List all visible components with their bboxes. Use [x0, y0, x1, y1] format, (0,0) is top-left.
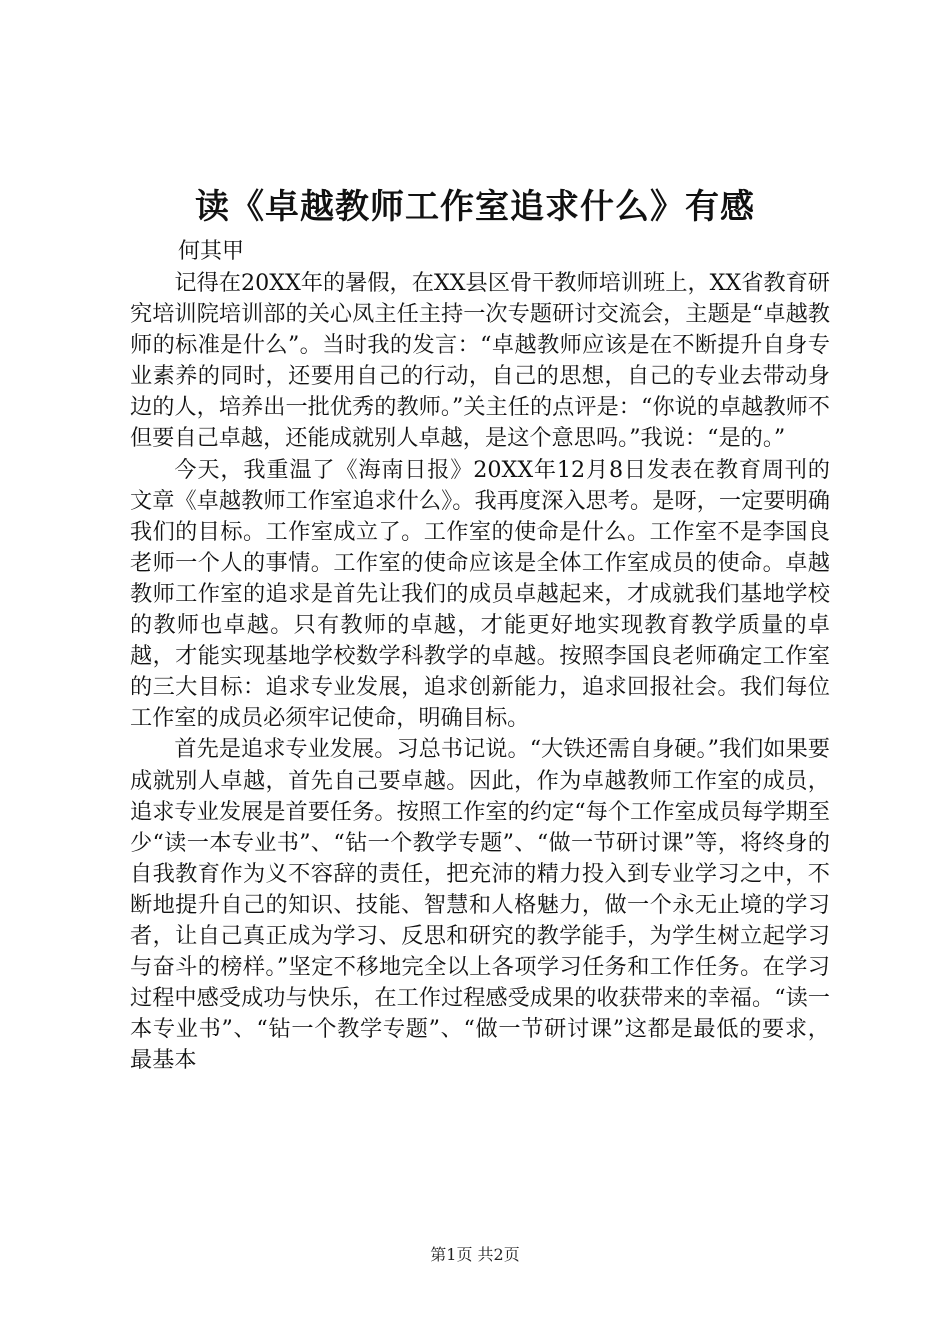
document-title: 读《卓越教师工作室追求什么》有感	[195, 187, 755, 227]
document-body	[130, 268, 830, 1076]
author-name: 何其甲	[178, 239, 245, 264]
page-footer: 第1页 共2页	[430, 1245, 520, 1264]
paragraph-2: 今天，我重温了《海南日报》20XX年12月8日发表在教育周刊的文章《卓越教师工作室追求什么》。我再度深入思考。是呀，一定要明确我们的目标。工作室成立了。工作室的使命是什么。工作室不是李国良老师一个人的事情。工作室的使命应该是全体工作室成员的使命。卓越教师工作室的追求是首先让我们的成员卓越起来，才成就我们基地学校的教师也卓越。只有教师的卓越，才能更好地实现教育教学质量的卓越，才能实现基地学校数学科教学的卓越。按照李国良老师确定工作室的三大目标：追求专业发展，追求创新能力，追求回报社会。我们每位工作室的成员必须牢记使命，明确目标。	[130, 456, 830, 732]
paragraph-1: 记得在20XX年的暑假，在XX县区骨干教师培训班上，XX省教育研究培训院培训部的关心凤主任主持一次专题研讨交流会，主题是“卓越教师的标准是什么”。当时我的发言：“卓越教师应该是在不断提升自身专业素养的同时，还要用自己的行动，自己的思想，自己的专业去带动身边的人，培养出一批优秀的教师。”关主任的点评是：“你说的卓越教师不但要自己卓越，还能成就别人卓越，是这个意思吗。”我说：“是的。”	[130, 270, 830, 452]
paragraph-3: 首先是追求专业发展。习总书记说。“大铁还需自身硬。”我们如果要成就别人卓越，首先自己要卓越。因此，作为卓越教师工作室的成员，追求专业发展是首要任务。按照工作室的约定“每个工作室成员每学期至少“读一本专业书”、“钻一个教学专题”、“做一节研讨课”等，将终身的自我教育作为义不容辞的责任，把充沛的精力投入到专业学习之中，不断地提升自己的知识、技能、智慧和人格魅力，做一个永无止境的学习者，让自己真正成为学习、反思和研究的教学能手，为学生树立起学习与奋斗的榜样。”坚定不移地完全以上各项学习任务和工作任务。在学习过程中感受成功与快乐，在工作过程感受成果的收获带来的幸福。“读一本专业书”、“钻一个教学专题”、“做一节研讨课”这都是最低的要求，最基本	[130, 736, 830, 1074]
